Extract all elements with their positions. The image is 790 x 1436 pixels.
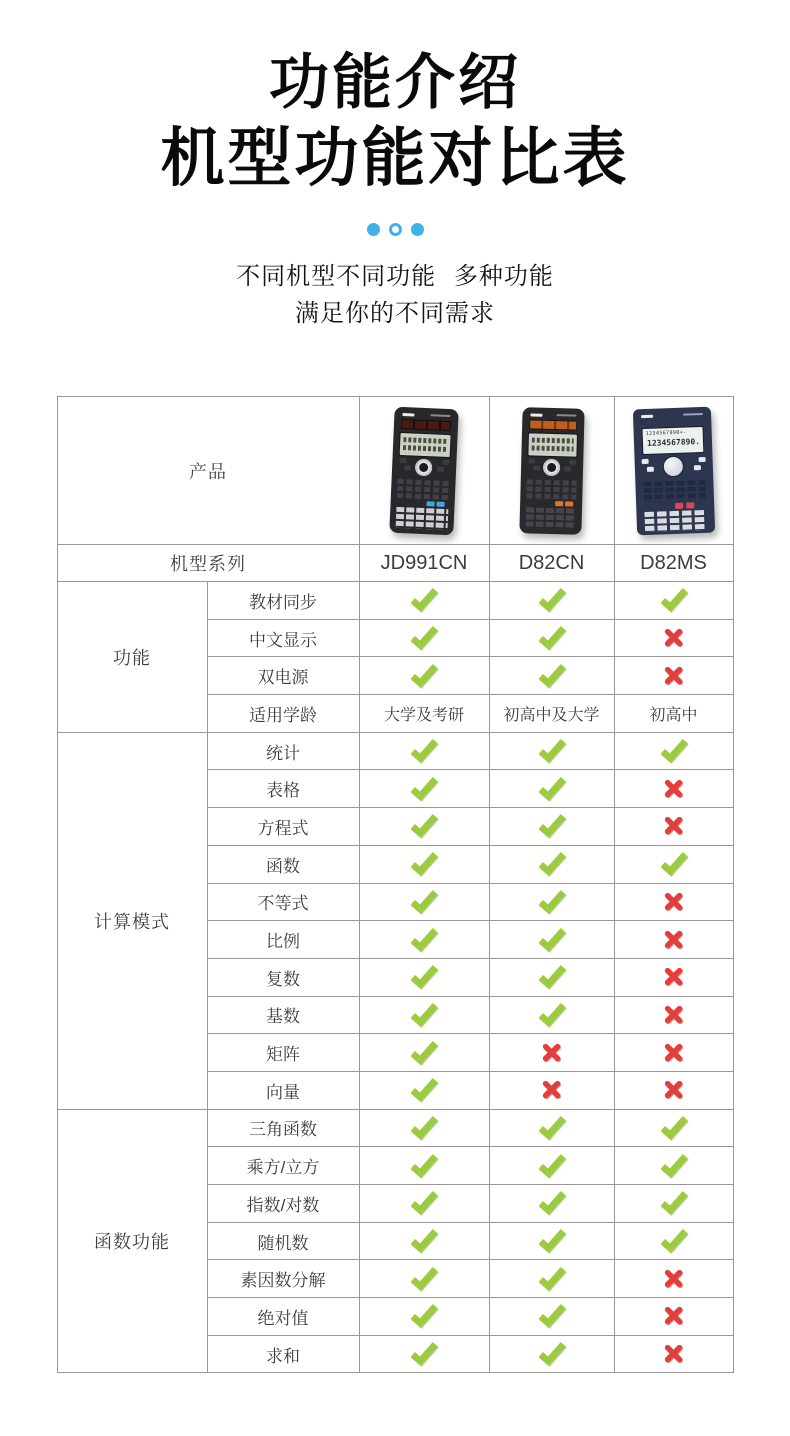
- key: [442, 459, 449, 464]
- feature-label: 向量: [207, 1071, 359, 1109]
- calculator-jd991cn-image: [389, 406, 458, 535]
- value-cell: [614, 619, 733, 657]
- title-line-2: 机型功能对比表: [160, 122, 630, 194]
- feature-label: 函数: [207, 845, 359, 883]
- feature-label: 三角函数: [207, 1109, 359, 1147]
- check-icon: [537, 1153, 567, 1179]
- feature-label: 方程式: [207, 808, 359, 846]
- feature-label: 复数: [207, 958, 359, 996]
- solar-panel: [529, 419, 577, 430]
- value-cell: [489, 921, 614, 959]
- check-icon: [659, 1228, 689, 1254]
- value-cell: [489, 958, 614, 996]
- value-cell: [614, 1222, 733, 1260]
- model-name: JD991CN: [359, 545, 489, 582]
- check-icon: [537, 625, 567, 651]
- value-cell: [359, 619, 489, 657]
- value-cell: [359, 770, 489, 808]
- check-icon: [409, 813, 439, 839]
- dpad: [415, 458, 433, 476]
- check-icon: [537, 1190, 567, 1216]
- calculator-d82ms-image: [632, 406, 714, 535]
- product-row: [57, 397, 733, 545]
- check-icon: [409, 776, 439, 802]
- cross-icon: [663, 778, 685, 800]
- series-header-label: 机型系列: [57, 545, 359, 582]
- feature-label: 不等式: [207, 883, 359, 921]
- value-cell: [614, 883, 733, 921]
- key: [437, 466, 444, 471]
- check-icon: [537, 663, 567, 689]
- check-icon: [537, 927, 567, 953]
- check-icon: [409, 1303, 439, 1329]
- check-icon: [537, 776, 567, 802]
- check-icon: [409, 663, 439, 689]
- cross-icon: [663, 1042, 685, 1064]
- check-icon: [409, 1228, 439, 1254]
- check-icon: [409, 1077, 439, 1103]
- feature-label: 随机数: [207, 1222, 359, 1260]
- feature-label: 绝对值: [207, 1298, 359, 1336]
- brand-logo: [530, 413, 542, 416]
- group-label: 函数功能: [57, 1109, 207, 1373]
- value-cell: [489, 1335, 614, 1373]
- value-cell: [359, 883, 489, 921]
- check-icon: [659, 851, 689, 877]
- value-cell: [489, 657, 614, 695]
- check-icon: [537, 587, 567, 613]
- carousel-dots: [0, 222, 790, 236]
- check-icon: [537, 813, 567, 839]
- feature-label: 矩阵: [207, 1034, 359, 1072]
- model-name: D82CN: [489, 545, 614, 582]
- key: [533, 465, 540, 470]
- cross-icon: [541, 1079, 563, 1101]
- value-cell: [359, 732, 489, 770]
- check-icon: [409, 587, 439, 613]
- feature-label: 基数: [207, 996, 359, 1034]
- cross-icon: [663, 1079, 685, 1101]
- check-icon: [537, 964, 567, 990]
- cross-icon: [663, 815, 685, 837]
- value-cell: [614, 1298, 733, 1336]
- check-icon: [409, 889, 439, 915]
- value-cell: [489, 1147, 614, 1185]
- value-cell: [489, 808, 614, 846]
- feature-label: 统计: [207, 732, 359, 770]
- accent-key: [436, 501, 444, 506]
- function-keypad: [397, 478, 450, 501]
- subtitle: [0, 258, 790, 332]
- value-cell: [359, 1034, 489, 1072]
- check-icon: [537, 738, 567, 764]
- display-line-1: 1234567890+-: [645, 429, 687, 437]
- dot-indicator: [411, 223, 424, 236]
- calculator-display: [399, 431, 452, 457]
- calculator-display: [527, 432, 578, 457]
- value-cell: [614, 657, 733, 695]
- solar-panel: [401, 418, 451, 430]
- check-icon: [409, 1190, 439, 1216]
- value-cell: [489, 1298, 614, 1336]
- cross-icon: [663, 1343, 685, 1365]
- value-cell: [359, 1185, 489, 1223]
- check-icon: [537, 851, 567, 877]
- model-name: D82MS: [614, 545, 733, 582]
- value-cell: [359, 582, 489, 620]
- dpad: [662, 455, 684, 477]
- check-icon: [409, 738, 439, 764]
- value-cell: [614, 808, 733, 846]
- key: [698, 456, 705, 461]
- number-keypad: [644, 509, 707, 531]
- value-cell: [359, 1071, 489, 1109]
- value-cell: [489, 732, 614, 770]
- check-icon: [537, 1002, 567, 1028]
- cross-icon: [663, 1268, 685, 1290]
- value-cell: [614, 1034, 733, 1072]
- cross-icon: [663, 1004, 685, 1026]
- brand-logo: [402, 413, 414, 417]
- table-row: [57, 582, 733, 620]
- value-cell: [614, 958, 733, 996]
- value-cell: [614, 1185, 733, 1223]
- check-icon: [409, 1153, 439, 1179]
- function-keypad: [526, 479, 577, 501]
- value-cell: [614, 1109, 733, 1147]
- value-cell: [359, 657, 489, 695]
- check-icon: [659, 1115, 689, 1141]
- title-line-1: 功能介绍: [269, 49, 521, 116]
- value-cell: [489, 770, 614, 808]
- value-cell: 初高中及大学: [489, 695, 614, 733]
- dot-indicator: [367, 223, 380, 236]
- value-cell: [359, 921, 489, 959]
- check-icon: [537, 1228, 567, 1254]
- check-icon: [537, 1341, 567, 1367]
- feature-label: 表格: [207, 770, 359, 808]
- key: [563, 466, 570, 471]
- table-row: [57, 1109, 733, 1147]
- subtitle-line-2: 满足你的不同需求: [295, 300, 495, 327]
- value-cell: [489, 883, 614, 921]
- value-cell: [489, 1109, 614, 1147]
- calculator-d82cn-image: [519, 407, 584, 535]
- value-cell: [614, 996, 733, 1034]
- cross-icon: [663, 627, 685, 649]
- value-cell: [359, 845, 489, 883]
- check-icon: [409, 1341, 439, 1367]
- value-cell: [614, 845, 733, 883]
- feature-label: 双电源: [207, 657, 359, 695]
- check-icon: [409, 1040, 439, 1066]
- check-icon: [409, 851, 439, 877]
- page-title: [0, 46, 790, 196]
- model-print: [556, 414, 576, 417]
- cross-icon: [663, 929, 685, 951]
- calculator-display: [641, 425, 704, 454]
- value-cell: [359, 1298, 489, 1336]
- check-icon: [537, 1115, 567, 1141]
- accent-key: [426, 501, 434, 506]
- value-cell: 初高中: [614, 695, 733, 733]
- value-cell: [614, 582, 733, 620]
- key: [404, 465, 411, 470]
- check-icon: [659, 1190, 689, 1216]
- dot-matrix: [531, 437, 573, 453]
- display-line-2: 1234567890.: [646, 436, 700, 448]
- accent-key: [565, 501, 573, 506]
- value-cell: [359, 1147, 489, 1185]
- number-keypad: [525, 507, 576, 529]
- value-cell: [489, 1222, 614, 1260]
- value-cell: [359, 1260, 489, 1298]
- feature-label: 比例: [207, 921, 359, 959]
- check-icon: [659, 738, 689, 764]
- accent-key: [686, 502, 694, 508]
- function-keypad: [643, 479, 706, 501]
- dpad: [542, 458, 559, 475]
- key: [693, 465, 700, 470]
- check-icon: [537, 1266, 567, 1292]
- comparison-table: [57, 396, 734, 1373]
- group-label: 计算模式: [57, 732, 207, 1109]
- feature-label: 指数/对数: [207, 1185, 359, 1223]
- value-cell: [614, 1260, 733, 1298]
- check-icon: [409, 1115, 439, 1141]
- value-cell: [359, 1335, 489, 1373]
- product-header-label: 产品: [57, 397, 359, 545]
- group-label: 功能: [57, 582, 207, 733]
- value-cell: [489, 1185, 614, 1223]
- accent-key: [675, 502, 683, 508]
- accent-key: [555, 501, 563, 506]
- value-cell: [359, 958, 489, 996]
- value-cell: [489, 996, 614, 1034]
- check-icon: [659, 1153, 689, 1179]
- number-keypad: [395, 506, 448, 529]
- value-cell: [614, 1335, 733, 1373]
- check-icon: [537, 1303, 567, 1329]
- model-print: [683, 412, 703, 415]
- key: [646, 466, 653, 471]
- key: [399, 457, 406, 462]
- value-cell: [614, 732, 733, 770]
- feature-label: 教材同步: [207, 582, 359, 620]
- feature-label: 求和: [207, 1335, 359, 1373]
- dot-matrix: [403, 437, 448, 454]
- feature-label: 适用学龄: [207, 695, 359, 733]
- check-icon: [409, 1266, 439, 1292]
- cross-icon: [663, 665, 685, 687]
- value-cell: [614, 770, 733, 808]
- value-cell: [359, 996, 489, 1034]
- check-icon: [409, 1002, 439, 1028]
- value-cell: [614, 921, 733, 959]
- cross-icon: [663, 1305, 685, 1327]
- feature-label: 素因数分解: [207, 1260, 359, 1298]
- brand-logo: [641, 414, 653, 417]
- value-cell: [359, 1109, 489, 1147]
- key: [641, 458, 648, 463]
- value-cell: [489, 845, 614, 883]
- product-image-cell: [359, 397, 489, 545]
- check-icon: [659, 587, 689, 613]
- feature-label: 中文显示: [207, 619, 359, 657]
- product-image-cell: [614, 397, 733, 545]
- product-image-cell: [489, 397, 614, 545]
- table-row: [57, 732, 733, 770]
- value-cell: [489, 582, 614, 620]
- check-icon: [409, 625, 439, 651]
- check-icon: [409, 927, 439, 953]
- series-row: [57, 545, 733, 582]
- key: [528, 458, 535, 463]
- value-cell: [489, 1071, 614, 1109]
- feature-label: 乘方/立方: [207, 1147, 359, 1185]
- value-cell: [489, 1034, 614, 1072]
- cross-icon: [663, 891, 685, 913]
- dot-indicator: [389, 223, 402, 236]
- cross-icon: [663, 966, 685, 988]
- value-cell: [489, 1260, 614, 1298]
- value-cell: [489, 619, 614, 657]
- model-print: [430, 414, 450, 417]
- value-cell: [359, 808, 489, 846]
- value-cell: 大学及考研: [359, 695, 489, 733]
- value-cell: [614, 1147, 733, 1185]
- check-icon: [537, 889, 567, 915]
- check-icon: [409, 964, 439, 990]
- subtitle-line-1: 不同机型不同功能 多种功能: [236, 263, 554, 290]
- cross-icon: [541, 1042, 563, 1064]
- key: [569, 459, 576, 464]
- value-cell: [614, 1071, 733, 1109]
- value-cell: [359, 1222, 489, 1260]
